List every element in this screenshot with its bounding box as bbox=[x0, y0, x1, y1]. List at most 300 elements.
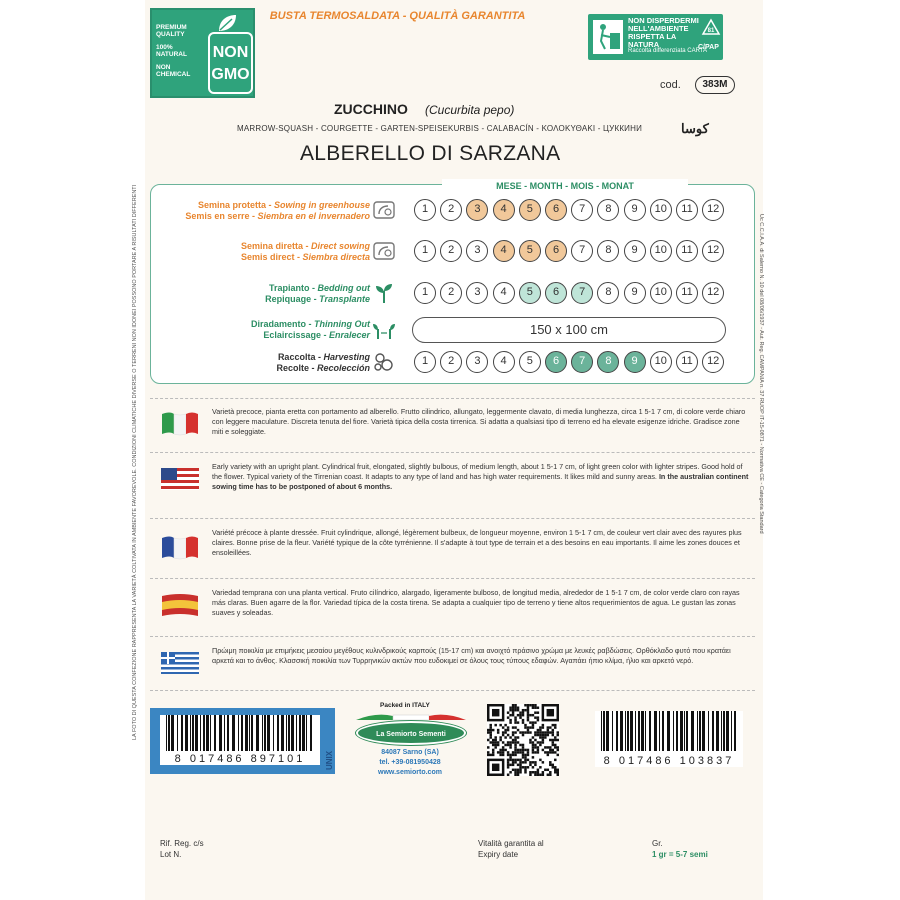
barcode-left-number: 8 017486 897101 bbox=[174, 753, 306, 765]
barcode-bar bbox=[625, 711, 626, 751]
qr-module bbox=[552, 744, 554, 746]
barcode-bar bbox=[654, 711, 657, 751]
qr-module bbox=[507, 734, 509, 736]
harvest-icon bbox=[372, 350, 396, 374]
qr-module bbox=[492, 739, 494, 741]
qr-module bbox=[507, 754, 509, 756]
qr-module bbox=[542, 774, 544, 776]
qr-module bbox=[534, 761, 536, 763]
weight-value: 1 gr = 5-7 semi bbox=[652, 850, 708, 859]
month-circle: 2 bbox=[440, 351, 462, 373]
barcode-bar bbox=[281, 715, 284, 751]
qr-module bbox=[487, 754, 489, 756]
qr-module bbox=[552, 749, 554, 751]
barcode-bar bbox=[723, 711, 725, 751]
qr-module bbox=[542, 724, 544, 726]
qr-module bbox=[514, 774, 516, 776]
qr-module bbox=[514, 736, 516, 738]
qr-module bbox=[519, 751, 521, 753]
qr-module bbox=[514, 754, 516, 756]
barcode-bar bbox=[635, 711, 636, 751]
divider bbox=[150, 690, 755, 692]
qr-module bbox=[547, 729, 549, 731]
barcode-bar bbox=[251, 715, 253, 751]
qr-module bbox=[522, 709, 524, 711]
qr-module bbox=[529, 771, 531, 773]
qr-module bbox=[522, 734, 524, 736]
qr-module bbox=[494, 741, 496, 743]
barcode-bar bbox=[691, 711, 694, 751]
qr-module bbox=[522, 751, 524, 753]
barcode-right-number: 8 017486 103837 bbox=[603, 755, 735, 767]
barcode-bar bbox=[699, 711, 701, 751]
description-en-note: In the australian continent sowing time has to be postponed of about 6 months. bbox=[212, 472, 749, 491]
qr-module bbox=[524, 769, 526, 771]
qr-module bbox=[534, 746, 536, 748]
qr-module bbox=[514, 744, 516, 746]
divider bbox=[150, 452, 755, 454]
qr-module bbox=[539, 741, 541, 743]
row-label-es: Siembra en el invernadero bbox=[257, 211, 370, 221]
qr-module bbox=[547, 734, 549, 736]
qr-module bbox=[489, 726, 491, 728]
qr-module bbox=[552, 741, 554, 743]
barcode-bar bbox=[264, 715, 266, 751]
barcode-bar bbox=[686, 711, 688, 751]
qr-module bbox=[532, 741, 534, 743]
barcode-right bbox=[595, 711, 743, 767]
qr-module bbox=[532, 766, 534, 768]
barcode-tag: UNIX bbox=[325, 750, 334, 770]
month-circle: 6 bbox=[545, 199, 567, 221]
barcode-bars bbox=[160, 715, 320, 751]
qr-module bbox=[557, 771, 559, 773]
qr-module bbox=[532, 746, 534, 748]
barcode-bar bbox=[291, 715, 294, 751]
qr-module bbox=[539, 736, 541, 738]
qr-module bbox=[514, 741, 516, 743]
qr-module bbox=[517, 736, 519, 738]
qr-module bbox=[554, 736, 556, 738]
barcode-bar bbox=[603, 711, 605, 751]
month-circle: 12 bbox=[702, 240, 724, 262]
qr-module bbox=[552, 751, 554, 753]
side-disclaimer: LA FOTO DI QUESTA CONFEZIONE RAPPRESENTA LA VARIETÀ COLTIVATA IN AMBIENTE FAVOREVOLE. CONDIZIONI CLIMATICHE DIVERSE O TERRENI NON IDONEI POSSONO PORTARE A RISULTATI DIFFERENTI bbox=[132, 184, 138, 740]
qr-module bbox=[512, 764, 514, 766]
latin-name: (Cucurbita pepo) bbox=[425, 103, 515, 117]
qr-module bbox=[509, 719, 511, 721]
qr-module bbox=[542, 761, 544, 763]
brand-logo: La Semiorto Sementi bbox=[356, 721, 466, 745]
qr-module bbox=[509, 736, 511, 738]
non-gmo-badge bbox=[150, 8, 255, 98]
qr-module bbox=[554, 744, 556, 746]
qr-module bbox=[547, 746, 549, 748]
qr-module bbox=[537, 716, 539, 718]
barcode-bar bbox=[219, 715, 222, 751]
thinning-distance: 150 x 100 cm bbox=[412, 317, 726, 343]
qr-module bbox=[547, 731, 549, 733]
month-circle: 9 bbox=[624, 351, 646, 373]
qr-module bbox=[539, 759, 541, 761]
qr-module bbox=[544, 734, 546, 736]
qr-module bbox=[537, 769, 539, 771]
qr-module bbox=[512, 726, 514, 728]
barcode-bar bbox=[702, 711, 705, 751]
trash-bin-icon bbox=[592, 19, 624, 55]
qr-module bbox=[514, 726, 516, 728]
month-circle: 1 bbox=[414, 240, 436, 262]
qr-module bbox=[552, 739, 554, 741]
tricolor-ribbon bbox=[356, 712, 466, 720]
variety-name: ALBERELLO DI SARZANA bbox=[300, 142, 561, 165]
qr-module bbox=[519, 716, 521, 718]
qr-module bbox=[524, 759, 526, 761]
qr-module bbox=[507, 716, 509, 718]
qr-module bbox=[547, 754, 549, 756]
month-circle: 7 bbox=[571, 240, 593, 262]
brand-website[interactable]: www.semiorto.com bbox=[378, 769, 442, 776]
qr-module bbox=[527, 711, 529, 713]
weight-label: Gr. bbox=[652, 839, 663, 848]
qr-module bbox=[514, 731, 516, 733]
qr-module bbox=[499, 749, 501, 751]
qr-module bbox=[504, 729, 506, 731]
ref-label: Rif. Reg. c/s bbox=[160, 839, 204, 848]
qr-module bbox=[532, 771, 534, 773]
barcode-bar bbox=[262, 715, 263, 751]
qr-module bbox=[534, 734, 536, 736]
month-circle: 6 bbox=[545, 282, 567, 304]
qr-module bbox=[517, 751, 519, 753]
qr-module bbox=[532, 721, 534, 723]
qr-module bbox=[529, 761, 531, 763]
qr-module bbox=[549, 761, 551, 763]
code-value: 383M bbox=[695, 76, 735, 94]
qr-module bbox=[512, 704, 514, 706]
month-circle: 5 bbox=[519, 240, 541, 262]
barcode-bar bbox=[227, 715, 229, 751]
qr-module bbox=[554, 771, 556, 773]
qr-module bbox=[502, 754, 504, 756]
month-circle: 4 bbox=[493, 240, 515, 262]
qr-module bbox=[522, 756, 524, 758]
barcode-bar bbox=[190, 715, 191, 751]
qr-module bbox=[492, 749, 494, 751]
qr-module bbox=[499, 724, 501, 726]
month-circle: 10 bbox=[650, 240, 672, 262]
expiry-label: Expiry date bbox=[478, 850, 519, 859]
qr-module bbox=[502, 726, 504, 728]
barcode-bar bbox=[630, 711, 633, 751]
barcode-bar bbox=[181, 715, 183, 751]
qr-module bbox=[502, 751, 504, 753]
barcode-bar bbox=[697, 711, 698, 751]
month-circle: 8 bbox=[597, 282, 619, 304]
qr-module bbox=[509, 756, 511, 758]
month-circle: 11 bbox=[676, 351, 698, 373]
qr-module bbox=[552, 766, 554, 768]
qr-module bbox=[517, 764, 519, 766]
qr-module bbox=[542, 749, 544, 751]
month-circle: 5 bbox=[519, 199, 541, 221]
qr-module bbox=[527, 729, 529, 731]
qr-module bbox=[554, 769, 556, 771]
qr-module bbox=[512, 711, 514, 713]
qr-module bbox=[507, 726, 509, 728]
barcode-bar bbox=[238, 715, 239, 751]
divider bbox=[150, 578, 755, 580]
qr-module bbox=[542, 741, 544, 743]
barcode-bar bbox=[210, 715, 211, 751]
barcode-bar bbox=[721, 711, 722, 751]
barcode-bar bbox=[224, 715, 225, 751]
qr-module bbox=[492, 754, 494, 756]
month-circle: 3 bbox=[466, 240, 488, 262]
qr-code[interactable] bbox=[487, 704, 559, 776]
qr-module bbox=[527, 749, 529, 751]
qr-module bbox=[487, 731, 489, 733]
qr-module bbox=[534, 764, 536, 766]
qr-module bbox=[532, 736, 534, 738]
barcode-bar bbox=[267, 715, 270, 751]
qr-module bbox=[509, 741, 511, 743]
qr-module bbox=[554, 739, 556, 741]
barcode-bar bbox=[299, 715, 301, 751]
month-circle: 3 bbox=[466, 282, 488, 304]
non-gmo-logo bbox=[208, 32, 253, 94]
divider bbox=[150, 398, 755, 400]
qr-module bbox=[549, 774, 551, 776]
qr-module bbox=[539, 726, 541, 728]
row-label-main: Diradamento bbox=[251, 319, 307, 329]
qr-module bbox=[539, 744, 541, 746]
qr-module bbox=[537, 774, 539, 776]
barcode-bar bbox=[192, 715, 194, 751]
barcode-bar bbox=[726, 711, 729, 751]
qr-module bbox=[557, 731, 559, 733]
qr-module bbox=[499, 739, 501, 741]
qr-module bbox=[527, 754, 529, 756]
qr-module bbox=[534, 739, 536, 741]
barcode-bar bbox=[203, 715, 205, 751]
row-label-en: Thinning Out bbox=[314, 319, 370, 329]
qr-module bbox=[554, 766, 556, 768]
qr-module bbox=[557, 769, 559, 771]
badge-claim: PREMIUM QUALITY bbox=[156, 24, 187, 38]
barcode-bar bbox=[214, 715, 216, 751]
qr-module bbox=[542, 739, 544, 741]
qr-module bbox=[544, 751, 546, 753]
qr-module bbox=[522, 746, 524, 748]
qr-module bbox=[509, 754, 511, 756]
qr-module bbox=[549, 749, 551, 751]
qr-module bbox=[497, 744, 499, 746]
barcode-bar bbox=[662, 711, 664, 751]
qr-module bbox=[529, 726, 531, 728]
qr-module bbox=[524, 726, 526, 728]
barcode-bar bbox=[166, 715, 167, 751]
qr-module bbox=[557, 739, 559, 741]
barcode-bar bbox=[601, 711, 602, 751]
qr-module bbox=[547, 709, 554, 716]
qr-module bbox=[512, 769, 514, 771]
qr-module bbox=[502, 746, 504, 748]
qr-module bbox=[552, 734, 554, 736]
qr-module bbox=[514, 769, 516, 771]
barcode-bar bbox=[641, 711, 644, 751]
qr-module bbox=[507, 741, 509, 743]
qr-module bbox=[532, 724, 534, 726]
divider bbox=[150, 518, 755, 520]
qr-module bbox=[507, 744, 509, 746]
thinning-icon bbox=[372, 317, 396, 341]
qr-module bbox=[507, 759, 509, 761]
qr-module bbox=[512, 751, 514, 753]
barcode-bar bbox=[296, 715, 297, 751]
qr-module bbox=[512, 731, 514, 733]
qr-module bbox=[534, 711, 536, 713]
qr-module bbox=[507, 761, 509, 763]
qr-module bbox=[522, 721, 524, 723]
qr-module bbox=[527, 759, 529, 761]
qr-module bbox=[554, 759, 556, 761]
qr-module bbox=[527, 766, 529, 768]
barcode-bar bbox=[659, 711, 660, 751]
qr-module bbox=[517, 741, 519, 743]
description-fr: Variété précoce à plante dressée. Fruit cylindrique, allongé, légèrement bulbeux, de longueur moyenne, environ 1 5-1 7 cm, de couleur vert clair avec des rayures plus claires. Bonne prise de la fleur. Variété typique de la côte tyrrénienne. Il s'adapte à tout type de terrain et a des besoins en eau importants. Il aime les zones douces et ensoleillées. bbox=[212, 528, 742, 557]
month-circle: 6 bbox=[545, 240, 567, 262]
qr-module bbox=[507, 751, 509, 753]
qr-module bbox=[534, 744, 536, 746]
qr-module bbox=[552, 729, 554, 731]
qr-module bbox=[512, 714, 514, 716]
month-circle: 3 bbox=[466, 199, 488, 221]
barcode-left bbox=[160, 715, 320, 765]
qr-module bbox=[514, 746, 516, 748]
row-label-main: Trapianto bbox=[268, 283, 310, 293]
qr-module bbox=[504, 736, 506, 738]
barcode-bar bbox=[273, 715, 274, 751]
qr-module bbox=[534, 706, 536, 708]
qr-module bbox=[509, 721, 511, 723]
barcode-bar bbox=[606, 711, 609, 751]
qr-module bbox=[509, 764, 511, 766]
recycle-icon bbox=[700, 18, 722, 40]
qr-module bbox=[519, 764, 521, 766]
qr-module bbox=[514, 751, 516, 753]
barcode-bar bbox=[310, 715, 312, 751]
qr-module bbox=[517, 729, 519, 731]
france-flag-icon bbox=[160, 534, 200, 560]
qr-module bbox=[534, 721, 536, 723]
qr-module bbox=[514, 716, 516, 718]
qr-module bbox=[519, 771, 521, 773]
qr-module bbox=[557, 734, 559, 736]
qr-module bbox=[527, 704, 529, 706]
qr-module bbox=[492, 709, 499, 716]
barcode-bar bbox=[206, 715, 209, 751]
month-circle: 1 bbox=[414, 282, 436, 304]
qr-module bbox=[492, 744, 494, 746]
badge-claim: 100% NATURAL bbox=[156, 44, 187, 58]
product-translations: MARROW-SQUASH - COURGETTE - GARTEN-SPEISEKURBIS - CALABACÍN - ΚΟΛΟΚΥΘΑΚΙ - ЦУККИНИ bbox=[237, 124, 643, 133]
month-circle: 4 bbox=[493, 282, 515, 304]
qr-module bbox=[522, 749, 524, 751]
calendar-row-label: Trapianto - Bedding out Repiquage - Transplante bbox=[265, 283, 370, 304]
qr-module bbox=[512, 741, 514, 743]
qr-module bbox=[534, 751, 536, 753]
qr-module bbox=[494, 736, 496, 738]
month-circle: 7 bbox=[571, 351, 593, 373]
qr-module bbox=[514, 749, 516, 751]
qr-module bbox=[537, 751, 539, 753]
description-gr: Πρώιμη ποικιλία με επιμήκεις μεσαίου μεγέθους κυλινδρικούς καρπούς (15-17 cm) και ανοιχτό πράσινο χρώμα με λευκές ραβδώσεις. Ορθόκλαδο φυτό που κρατάει αρκετά και το άνθος. Κλασσική ποικιλία των Τυρρηνικών ακτών που ευδοκιμεί σε όλους τους τύπους εδαφών. Αγαπάει ήπιο κλίμα, ήλιο και αρκετό νερό. bbox=[212, 646, 731, 665]
month-circle: 6 bbox=[545, 351, 567, 373]
qr-module bbox=[517, 749, 519, 751]
month-circle: 8 bbox=[597, 199, 619, 221]
row-label-es: Enralecer bbox=[328, 330, 370, 340]
barcode-bar bbox=[716, 711, 719, 751]
qr-module bbox=[514, 721, 516, 723]
qr-module bbox=[524, 731, 526, 733]
barcode-bar bbox=[612, 711, 613, 751]
header-band: BUSTA TERMOSALDATA - QUALITÀ GARANTITA bbox=[269, 10, 526, 22]
qr-module bbox=[537, 741, 539, 743]
non-gmo-line1: NON bbox=[212, 44, 249, 61]
badge-claim: NON CHEMICAL bbox=[156, 64, 191, 78]
barcode-bar bbox=[288, 715, 290, 751]
row-label-main: Semina protetta bbox=[197, 200, 266, 210]
description-en-text: Early variety with an upright plant. Cylindrical fruit, elongated, slightly bulbous, of medium length, about 1 5-1 7 cm, of light green color with lighter stripes. Good hold of the flower. Typical variety of the Tirrenian coast. It adapts to any type of land and has high water requirements. It likes mild and sunny areas. bbox=[212, 462, 743, 481]
qr-module bbox=[519, 711, 521, 713]
month-circle: 1 bbox=[414, 351, 436, 373]
qr-module bbox=[547, 726, 549, 728]
qr-module bbox=[507, 729, 509, 731]
qr-module bbox=[542, 734, 544, 736]
barcode-bar bbox=[708, 711, 709, 751]
qr-module bbox=[507, 711, 509, 713]
month-circle: 11 bbox=[676, 240, 698, 262]
qr-module bbox=[512, 706, 514, 708]
barcode-bar bbox=[200, 715, 201, 751]
qr-module bbox=[522, 744, 524, 746]
barcode-bar bbox=[645, 711, 646, 751]
row-label-en: Harvesting bbox=[323, 352, 370, 362]
description-en bbox=[212, 462, 752, 492]
row-label-es: Siembra directa bbox=[302, 252, 370, 262]
qr-module bbox=[519, 731, 521, 733]
qr-module bbox=[492, 764, 499, 771]
qr-module bbox=[502, 734, 504, 736]
row-label-en: Direct sowing bbox=[310, 241, 370, 251]
qr-module bbox=[537, 771, 539, 773]
qr-module bbox=[537, 731, 539, 733]
barcode-bar bbox=[673, 711, 674, 751]
qr-module bbox=[514, 771, 516, 773]
month-circle: 8 bbox=[597, 351, 619, 373]
qr-module bbox=[487, 729, 489, 731]
barcode-bar bbox=[627, 711, 629, 751]
qr-module bbox=[507, 764, 509, 766]
qr-module bbox=[502, 731, 504, 733]
qr-module bbox=[529, 714, 531, 716]
qr-module bbox=[554, 746, 556, 748]
qr-module bbox=[544, 769, 546, 771]
month-circle: 12 bbox=[702, 351, 724, 373]
qr-module bbox=[514, 704, 516, 706]
month-circle: 5 bbox=[519, 282, 541, 304]
